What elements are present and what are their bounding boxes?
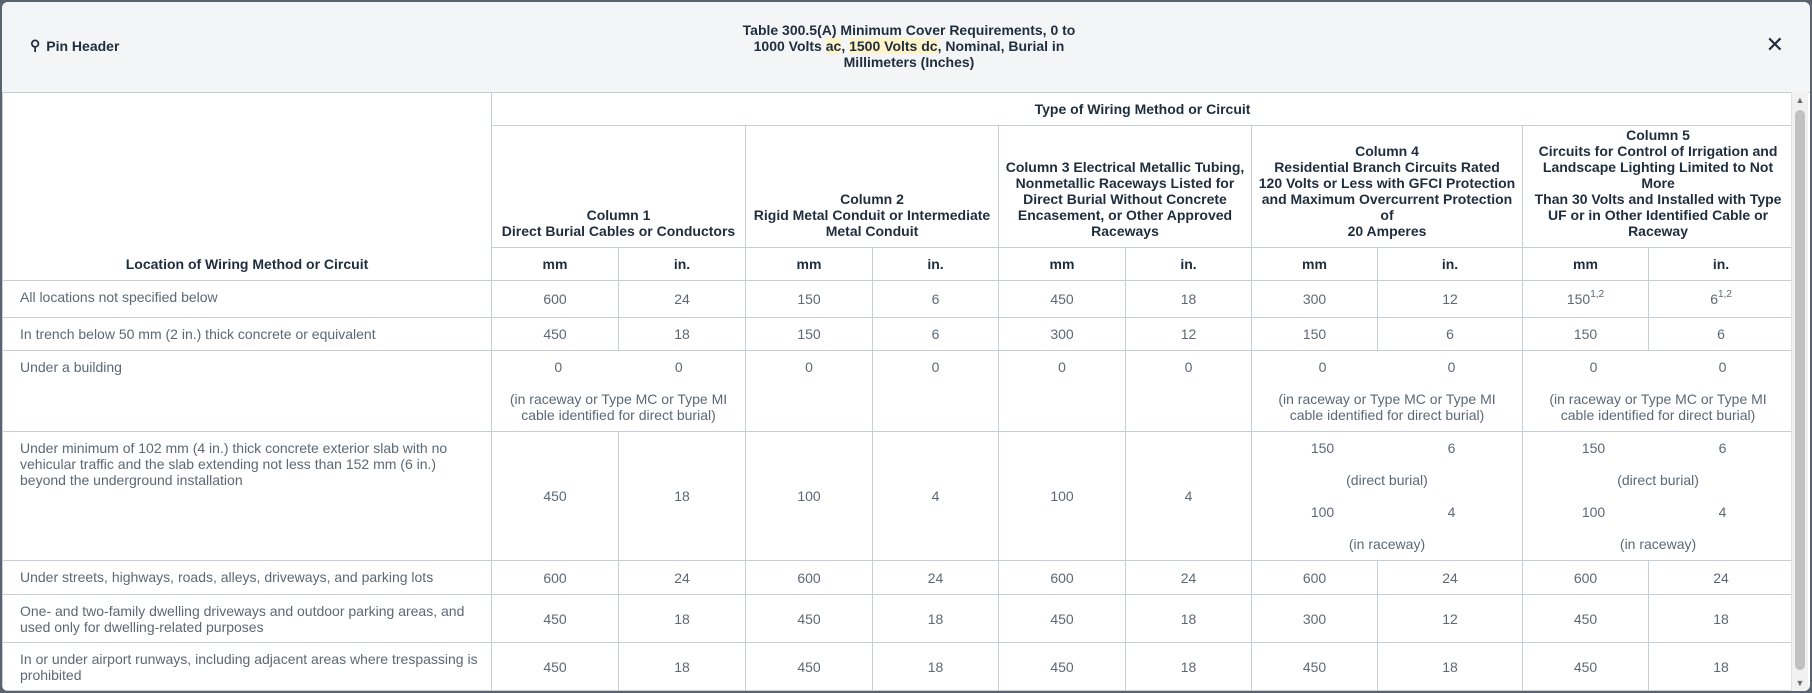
location-column-header: Location of Wiring Method or Circuit [3,93,492,281]
table-row: All locations not specified below 600 24 150 6 450 18 300 12 150$^{1,2}$ 6$^{1,2}$ [3,281,1794,318]
unit-mm: mm [1252,248,1378,281]
column-5-header: Column 5 Circuits for Control of Irrigation and Landscape Lighting Limited to Not More Than 30 Volts and Installed with Type UF or in Other Identified Cable or Raceway [1523,126,1794,248]
unit-mm: mm [492,248,619,281]
column-3-header: Column 3 Electrical Metallic Tubing, Nonmetallic Raceways Listed for Direct Burial Without Concrete Encasement, or Other Approved Raceways [999,126,1252,248]
table-container [2,92,1794,691]
type-header: Type of Wiring Method or Circuit [492,93,1794,126]
table-row: Under a building 0 0 (in raceway or Type MC or Type MI cable identified for direct burial) 0 0 0 0 0 0 (in raceway or Type MC or Type MI cable identified for direct burial) 0 0 (in raceway or Type MC or Type MI cable identified for direct burial) [3,351,1794,432]
pin-header-button[interactable] [30,37,119,54]
table-row: Under minimum of 102 mm (4 in.) thick concrete exterior slab with no vehicular traffic and the slab extending not less than 152 mm (6 in.) beyond the underground installation 450 18 100 4 100 4 150 6 (direct burial) 100 4 (in raceway) 150 6 (direct burial) 100 4 (in raceway) [3,432,1794,561]
cover-requirements-table [2,92,1794,691]
table-row: Under streets, highways, roads, alleys, driveways, and parking lots 600 24 600 24 600 24 600 24 600 24 [3,561,1794,595]
unit-in: in. [1378,248,1523,281]
unit-mm: mm [1523,248,1649,281]
scroll-thumb[interactable] [1795,110,1805,670]
column-4-header: Column 4 Residential Branch Circuits Rated 120 Volts or Less with GFCI Protection and Maximum Overcurrent Protection of 20 Amperes [1252,126,1523,248]
unit-mm: mm [746,248,873,281]
table-row: One- and two-family dwelling driveways and outdoor parking areas, and used only for dwelling-related purposes 450 18 450 18 450 18 300 12 450 18 [3,595,1794,643]
vertical-scrollbar[interactable] [1791,92,1808,691]
unit-in: in. [873,248,999,281]
modal-header [2,2,1810,93]
pin-header-label: Pin Header [46,37,120,54]
close-icon[interactable]: ✕ [1765,32,1784,57]
search-icon: ⚲ [30,37,41,53]
scroll-up-icon[interactable]: ▲ [1795,95,1805,105]
unit-in: in. [1649,248,1794,281]
table-modal [2,2,1810,691]
table-row: In trench below 50 mm (2 in.) thick concrete or equivalent 450 18 150 6 300 12 150 6 150 6 [3,318,1794,351]
table-row: In or under airport runways, including adjacent areas where trespassing is prohibited 450 18 450 18 450 18 450 18 450 18 [3,643,1794,691]
column-2-header: Column 2 Rigid Metal Conduit or Intermediate Metal Conduit [746,126,999,248]
unit-mm: mm [999,248,1126,281]
scroll-down-icon[interactable]: ▼ [1795,678,1805,688]
unit-in: in. [1126,248,1252,281]
column-1-header: Column 1 Direct Burial Cables or Conductors [492,126,746,248]
table-title: Table 300.5(A) Minimum Cover Requirements, 0 to 1000 Volts ac, 1500 Volts dc, Nominal, Burial in Millimeters (Inches) [742,22,1076,70]
unit-in: in. [619,248,746,281]
